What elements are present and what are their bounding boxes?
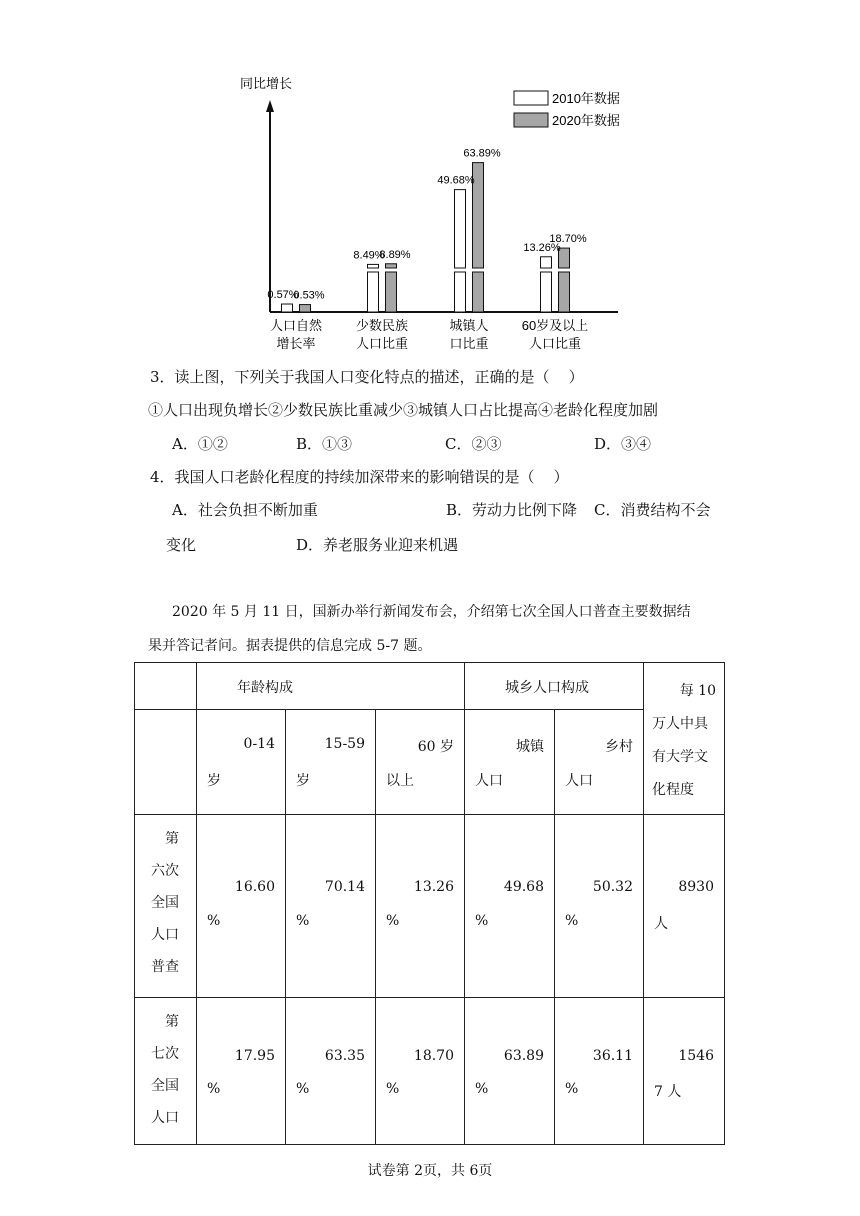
question-3-option-a[interactable]: A．①② [172, 435, 228, 453]
header-university-education: 每 10 万人中具 有大学文 化程度 [644, 663, 725, 815]
header-urban-rural-group: 城乡人口构成 [465, 663, 644, 710]
page-footer: 试卷第 2页，共 6页 [367, 1163, 493, 1179]
census-table [134, 662, 725, 1145]
bar-2020-2-lower [473, 272, 484, 312]
category-label-1-1: 人口比重 [355, 336, 409, 351]
table-cell: 16.60 % [197, 815, 286, 998]
bar-2010-1 [368, 264, 379, 268]
bar-2010-3-lower [541, 272, 552, 312]
category-label-0-1: 增长率 [276, 336, 316, 351]
bar-2020-0 [300, 305, 311, 312]
table-cell: 63.35 % [286, 998, 376, 1145]
question-3-option-d[interactable]: D．③④ [594, 435, 652, 453]
header-age-60-plus: 60 岁 以上 [376, 710, 465, 815]
question-3-stem: 3．读上图，下列关于我国人口变化特点的描述，正确的是（ ） [150, 368, 584, 386]
category-label-3-1: 人口比重 [528, 336, 582, 351]
bar-labels-group [267, 148, 586, 302]
question-3-option-b[interactable]: B．①③ [296, 435, 353, 453]
table-cell: 50.32 % [555, 815, 644, 998]
bar-value-label-2010-1: 8.49% [353, 249, 385, 262]
question-4-option-a[interactable]: A．社会负担不断加重 [172, 501, 318, 519]
table-cell: 13.26 % [376, 815, 465, 998]
legend-swatch-2020 [514, 113, 548, 127]
bar-2010-3 [541, 257, 552, 268]
table-corner-cell-2 [135, 710, 197, 815]
legend-label-2010: 2010年数据 [552, 91, 620, 106]
question-4-option-d[interactable]: D．养老服务业迎来机遇 [296, 536, 459, 554]
category-label-2-0: 城镇人 [449, 318, 489, 333]
table-subheader-row [135, 710, 725, 815]
population-bar-chart [230, 60, 650, 360]
table-corner-cell [135, 663, 197, 710]
question-3-option-c[interactable]: C．②③ [445, 435, 502, 453]
intro-text-line-2: 果并答记者问。据表提供的信息完成 5-7 题。 [148, 638, 432, 654]
bar-2020-1 [386, 264, 397, 268]
question-4-option-b[interactable]: B．劳动力比例下降 [446, 501, 578, 519]
bar-value-label-2020-3: 18.70% [549, 233, 587, 246]
header-rural-population: 乡村 人口 [555, 710, 644, 815]
chart-legend [514, 91, 620, 128]
legend-swatch-2010 [514, 91, 548, 105]
bar-value-label-2020-0: 0.53% [293, 289, 325, 302]
table-row [135, 998, 725, 1145]
question-4-option-c[interactable]: C．消费结构不会 [594, 501, 711, 519]
bar-2020-3-lower [559, 272, 570, 312]
table-row [135, 815, 725, 998]
bars-group [282, 163, 570, 312]
question-4-stem: 4．我国人口老龄化程度的持续加深带来的影响错误的是（ ） [150, 468, 569, 486]
bar-value-label-2010-0: 0.57% [267, 289, 299, 302]
header-urban-population: 城镇 人口 [465, 710, 555, 815]
category-label-0-0: 人口自然 [269, 318, 323, 333]
header-age-group: 年龄构成 [197, 663, 465, 710]
table-header-row [135, 663, 725, 710]
table-cell: 36.11 % [555, 998, 644, 1145]
table-cell: 49.68 % [465, 815, 555, 998]
intro-text-line-1: 2020 年 5 月 11 日，国新办举行新闻发布会，介绍第七次全国人口普查主要数据结 [172, 604, 691, 620]
category-label-1-0: 少数民族 [355, 318, 409, 333]
legend-label-2020: 2020年数据 [552, 113, 620, 128]
table-cell: 8930 人 [644, 815, 725, 998]
category-label-2-1: 口比重 [449, 336, 489, 351]
bar-value-label-2010-2: 49.68% [437, 174, 475, 187]
table-cell: 70.14 % [286, 815, 376, 998]
bar-value-label-2020-2: 63.89% [463, 147, 501, 160]
header-age-0-14: 0-14 岁 [197, 710, 286, 815]
y-axis-arrow [266, 100, 274, 112]
bar-2010-2 [455, 190, 466, 268]
category-labels-group [270, 318, 588, 351]
row-label-sixth-census: 第 六次 全国 人口 普查 [135, 815, 197, 998]
table-cell: 18.70 % [376, 998, 465, 1145]
bar-2010-1-lower [368, 272, 379, 312]
bar-2010-2-lower [455, 272, 466, 312]
y-axis-label: 同比增长 [240, 76, 293, 91]
table-cell: 17.95 % [197, 998, 286, 1145]
header-age-15-59: 15-59 岁 [286, 710, 376, 815]
table-cell: 63.89 % [465, 998, 555, 1145]
category-label-3-0: 60岁及以上 [521, 318, 589, 333]
row-label-seventh-census: 第 七次 全国 人口 [135, 998, 197, 1145]
bar-2020-1-lower [386, 272, 397, 312]
question-3-statements: ①人口出现负增长②少数民族比重减少③城镇人口占比提高④老龄化程度加剧 [148, 401, 659, 419]
question-4-option-c-continued: 变化 [166, 536, 197, 554]
bar-2010-0 [282, 304, 293, 312]
table-cell: 1546 7 人 [644, 998, 725, 1145]
bar-value-label-2010-3: 13.26% [523, 241, 561, 254]
bar-value-label-2020-1: 8.89% [379, 248, 411, 261]
